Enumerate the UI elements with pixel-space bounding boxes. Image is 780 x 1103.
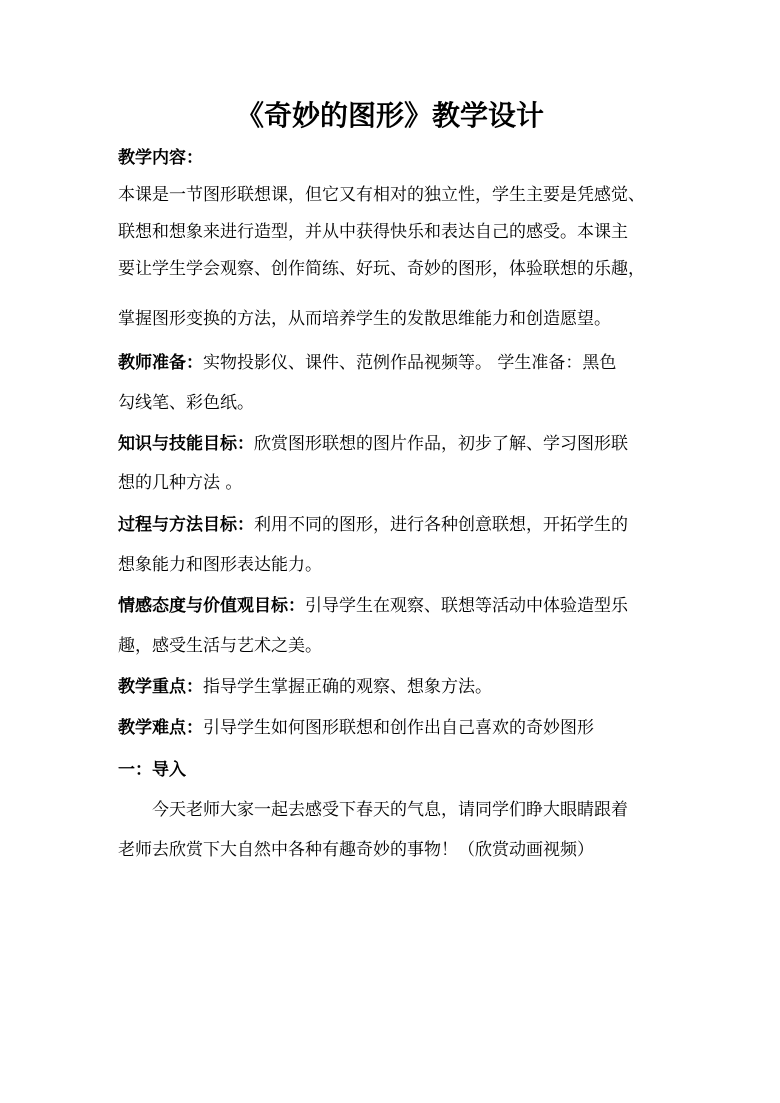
- content-line-1: 本课是一节图形联想课，但它又有相对的独立性，学生主要是凭感觉、: [118, 185, 645, 205]
- prep-text-2: 勾线笔、彩色纸。: [118, 393, 254, 413]
- intro-line-1: 今天老师大家一起去感受下春天的气息，请同学们睁大眼睛跟着: [152, 800, 628, 820]
- emotion-label: 情感态度与价值观目标：: [118, 596, 305, 616]
- intro-line-2: 老师去欣赏下大自然中各种有趣奇妙的事物！（欣赏动画视频）: [118, 840, 594, 860]
- process-text-2: 想象能力和图形表达能力。: [118, 555, 322, 575]
- section-1-heading: 一：导入: [118, 760, 186, 780]
- difficulty-label: 教学难点：: [118, 718, 203, 738]
- emotion-paragraph-line-1: [118, 594, 678, 618]
- key-point-line: [118, 675, 678, 699]
- knowledge-text-2: 想的几种方法 。: [118, 473, 243, 493]
- process-label: 过程与方法目标：: [118, 515, 254, 535]
- difficulty-line: [118, 716, 678, 740]
- knowledge-paragraph-line-1: [118, 432, 678, 456]
- knowledge-label: 知识与技能目标：: [118, 434, 254, 454]
- prep-paragraph-line-1: [118, 351, 678, 375]
- prep-text-1: 实物投影仪、课件、范例作品视频等。 学生准备：黑色: [203, 353, 617, 373]
- content-heading: 教学内容：: [118, 148, 203, 168]
- content-line-3: 要让学生学会观察、创作简练、好玩、奇妙的图形，体验联想的乐趣，: [118, 259, 645, 279]
- key-text: 指导学生掌握正确的观察、想象方法。: [203, 677, 492, 697]
- prep-label: 教师准备：: [118, 353, 203, 373]
- process-text-1: 利用不同的图形，进行各种创意联想，开拓学生的: [254, 515, 628, 535]
- document-title: 《奇妙的图形》教学设计: [235, 99, 544, 132]
- content-line-2: 联想和想象来进行造型，并从中获得快乐和表达自己的感受。本课主: [118, 222, 628, 242]
- knowledge-text-1: 欣赏图形联想的图片作品，初步了解、学习图形联: [254, 434, 628, 454]
- emotion-text-1: 引导学生在观察、联想等活动中体验造型乐: [305, 596, 628, 616]
- key-label: 教学重点：: [118, 677, 203, 697]
- process-paragraph-line-1: [118, 513, 678, 537]
- difficulty-text: 引导学生如何图形联想和创作出自己喜欢的奇妙图形: [203, 718, 594, 738]
- emotion-text-2: 趣，感受生活与艺术之美。: [118, 636, 322, 656]
- content-line-4: 掌握图形变换的方法，从而培养学生的发散思维能力和创造愿望。: [118, 309, 611, 329]
